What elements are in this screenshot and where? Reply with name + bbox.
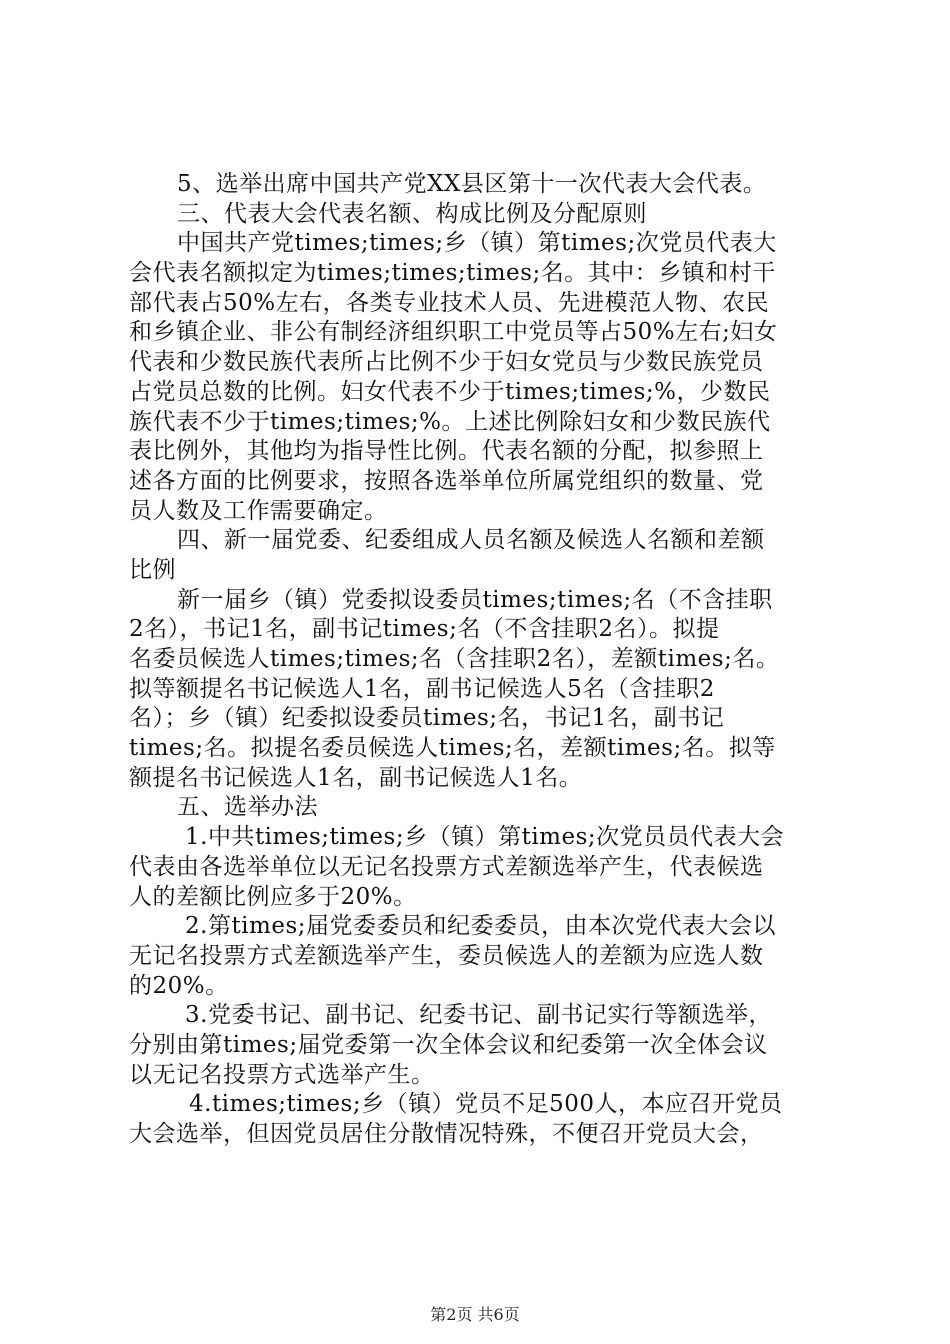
paragraph-line: 以无记名投票方式选举产生。 xyxy=(129,1061,435,1088)
paragraph-line: 代表由各选举单位以无记名投票方式差额选举产生，代表候选 xyxy=(129,853,764,880)
list-item-line: 2.第times;届党委委员和纪委委员，由本次党代表大会以 xyxy=(185,913,777,940)
paragraph-line: 额提名书记候选人1名，副书记候选人1名。 xyxy=(129,764,583,791)
paragraph-line: 大会选举，但因党员居住分散情况特殊，不便召开党员大会， xyxy=(129,1121,764,1147)
paragraph-line: 5、选举出席中国共产党XX县区第十一次代表大会代表。 xyxy=(177,171,767,197)
paragraph-line: 人的差额比例应多于20%。 xyxy=(129,883,417,910)
paragraph-line: 名委员候选人times;times;名（含挂职2名），差额times;名。 xyxy=(129,646,780,672)
section-heading: 三、代表大会代表名额、构成比例及分配原则 xyxy=(177,200,647,227)
paragraph-line: 占党员总数的比例。妇女代表不少于times;times;%，少数民 xyxy=(129,378,771,405)
paragraph-line: 中国共产党times;times;乡（镇）第times;次党员代表大 xyxy=(177,230,777,257)
paragraph-line: 和乡镇企业、非公有制经济组织职工中党员等占50%左右;妇女 xyxy=(129,319,778,346)
paragraph-line: 的20%。 xyxy=(129,972,229,999)
paragraph-line: 新一届乡（镇）党委拟设委员times;times;名（不含挂职 xyxy=(177,586,773,613)
paragraph-line: 员人数及工作需要确定。 xyxy=(129,497,388,524)
list-item-line: 1.中共times;times;乡（镇）第times;次党员员代表大会 xyxy=(185,824,785,851)
list-item-line: 3.党委书记、副书记、纪委书记、副书记实行等额选举， xyxy=(185,1002,772,1029)
paragraph-line: 无记名投票方式差额选举产生，委员候选人的差额为应选人数 xyxy=(129,942,764,969)
paragraph-line: 名）；乡（镇）纪委拟设委员times;名，书记1名，副书记 xyxy=(129,705,725,732)
paragraph-line: 分别由第times;届党委第一次全体会议和纪委第一次全体会议 xyxy=(129,1031,768,1058)
document-body xyxy=(129,170,829,1150)
paragraph-line: 拟等额提名书记候选人1名，副书记候选人5名（含挂职2 xyxy=(129,675,715,702)
paragraph-line: 表比例外，其他均为指导性比例。代表名额的分配，拟参照上 xyxy=(129,438,764,465)
paragraph-line: times;名。拟提名委员候选人times;名，差额times;名。拟等 xyxy=(129,735,776,762)
paragraph-line: 述各方面的比例要求，按照各选举单位所属党组织的数量、党 xyxy=(129,467,764,494)
paragraph-line: 代表和少数民族代表所占比例不少于妇女党员与少数民族党员 xyxy=(129,349,764,376)
paragraph-line: 部代表占50%左右，各类专业技术人员、先进模范人物、农民 xyxy=(129,289,770,316)
paragraph-line: 2名），书记1名，副书记times;名（不含挂职2名）。拟提 xyxy=(129,616,720,643)
section-heading: 五、选举办法 xyxy=(177,794,318,821)
paragraph-line: 会代表名额拟定为times;times;times;名。其中：乡镇和村干 xyxy=(129,260,776,287)
paragraph-line: 族代表不少于times;times;%。上述比例除妇女和少数民族代 xyxy=(129,408,771,435)
page-number-footer: 第2页 共6页 xyxy=(430,1305,520,1324)
section-heading: 四、新一届党委、纪委组成人员名额及候选人名额和差额 xyxy=(177,527,765,554)
section-heading-continued: 比例 xyxy=(129,556,176,583)
list-item-line: 4.times;times;乡（镇）党员不足500人，本应召开党员 xyxy=(189,1091,783,1118)
